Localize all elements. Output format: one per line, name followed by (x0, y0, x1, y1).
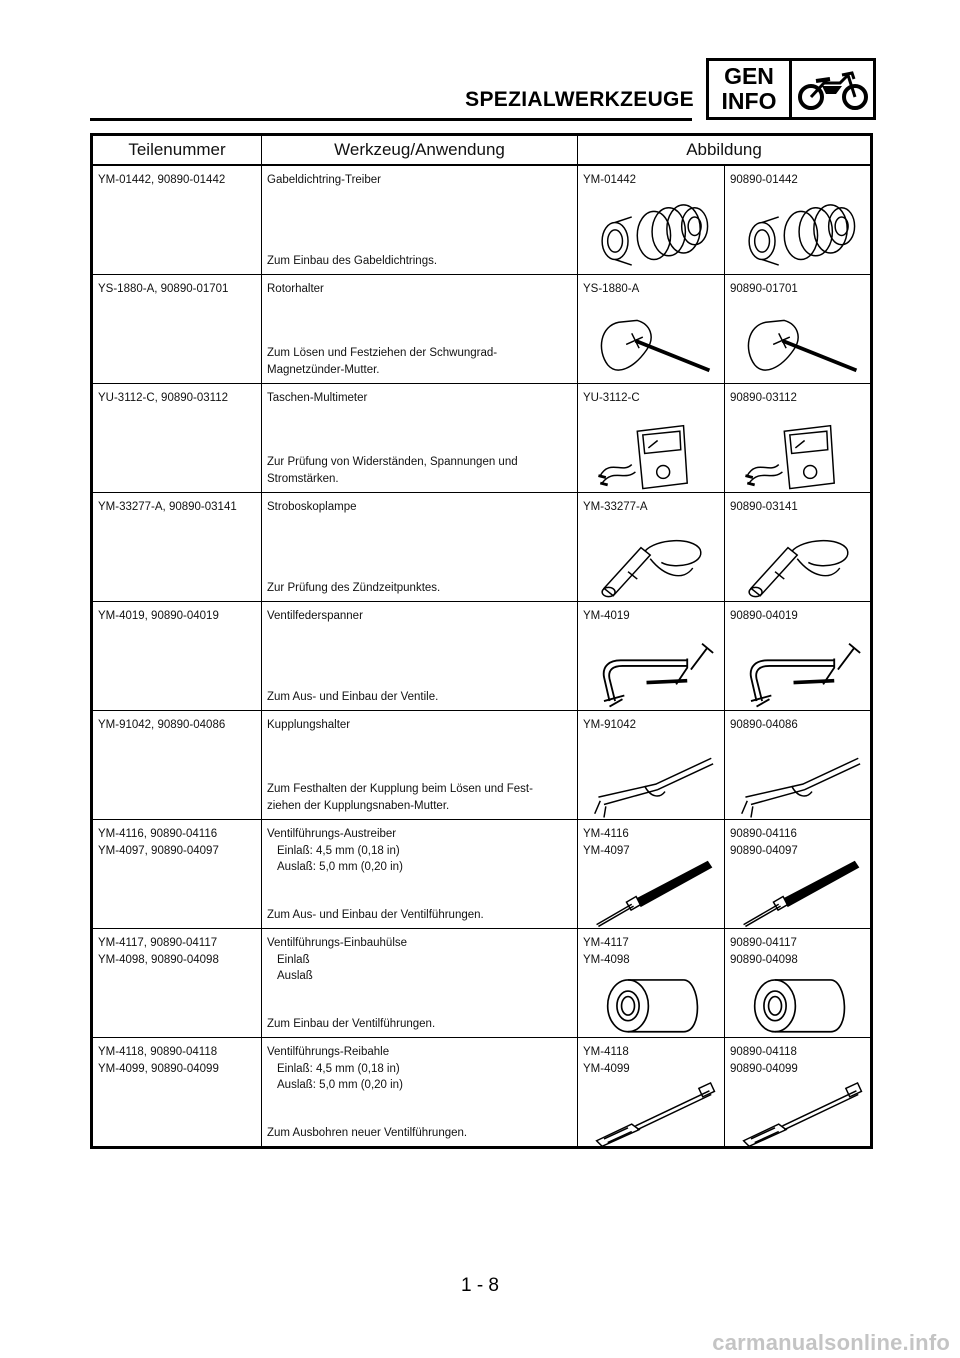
tool-code-right: 90890-04116 (730, 828, 797, 840)
part-number: YS-1880-A, 90890-01701 (98, 283, 229, 295)
tool-usage (267, 1125, 573, 1142)
illustration-cell (578, 820, 872, 929)
table-row (92, 493, 872, 602)
part-number: YM-4098, 90890-04098 (98, 953, 219, 966)
tool-description-cell (262, 711, 578, 820)
part-number: YU-3112-C, 90890-03112 (98, 392, 228, 404)
tool-spec: Einlaß (277, 953, 310, 966)
timing-light-icon (733, 531, 867, 605)
valve-guide-remover-icon (586, 858, 720, 932)
table-row (92, 1038, 872, 1148)
section-title: SPEZIALWERKZEUGE (465, 88, 694, 111)
tool-name: Rotorhalter (267, 283, 324, 295)
tool-code-right: 90890-04098 (730, 953, 798, 966)
part-number-cell (92, 165, 262, 275)
table-row (92, 275, 872, 384)
part-number-cell (92, 820, 262, 929)
tool-code-left: YM-91042 (583, 719, 637, 731)
badge-line-2: INFO (721, 88, 777, 114)
multimeter-icon (733, 422, 867, 496)
tool-code-left: YM-4117 (583, 937, 629, 949)
illustration-yamaha (578, 929, 725, 1037)
illustration-yamaha (578, 820, 725, 928)
part-number: YM-4117, 90890-04117 (98, 937, 218, 949)
illustration-90890 (725, 493, 870, 601)
column-header-tool-use: Werkzeug/Anwendung (262, 135, 578, 166)
tool-name: Stroboskoplampe (267, 501, 357, 513)
tool-code-left: YM-4097 (583, 844, 630, 857)
tool-spec: Auslaß: 5,0 mm (0,20 in) (277, 1079, 403, 1091)
tool-name: Ventilführungs-Austreiber (267, 828, 397, 840)
valve-guide-reamer-icon (586, 1076, 720, 1150)
table-row (92, 602, 872, 711)
tool-code-left: YM-4098 (583, 953, 630, 966)
illustration-90890 (725, 166, 870, 274)
part-number: YM-33277-A, 90890-03141 (98, 501, 237, 513)
header-rule (90, 118, 692, 121)
part-number: YM-4097, 90890-04097 (98, 844, 219, 857)
tool-code-left: YM-4118 (583, 1046, 629, 1058)
tool-code-right: 90890-04118 (730, 1046, 797, 1058)
tool-description-cell (262, 275, 578, 384)
valve-spring-compressor-icon (586, 640, 720, 714)
table-row (92, 165, 872, 275)
valve-guide-installer-icon (733, 967, 867, 1041)
illustration-cell (578, 602, 872, 711)
page-header (90, 58, 870, 122)
tool-usage-line: Zum Festhalten der Kupplung beim Lösen und Fest- (267, 783, 533, 795)
part-number-cell (92, 1038, 262, 1148)
illustration-yamaha (578, 711, 725, 819)
part-number-cell (92, 493, 262, 602)
badge-line-1: GEN (724, 63, 774, 89)
tool-usage-line: Zur Prüfung von Widerständen, Spannungen und (267, 456, 518, 468)
tool-usage-line: Stromstärken. (267, 472, 339, 485)
tool-name: Ventilführungs-Einbauhülse (267, 937, 408, 949)
illustration-yamaha (578, 602, 725, 710)
illustration-90890 (725, 1038, 870, 1146)
tool-description-cell (262, 929, 578, 1038)
part-number-cell (92, 929, 262, 1038)
tool-name: Taschen-Multimeter (267, 392, 368, 404)
motorcycle-icon (796, 67, 870, 111)
illustration-cell (578, 493, 872, 602)
badge-icon-wrap (792, 61, 873, 117)
tool-spec: Auslaß: 5,0 mm (0,20 in) (277, 861, 403, 873)
tool-spec: Auslaß (277, 970, 313, 982)
illustration-cell (578, 275, 872, 384)
tool-usage (267, 689, 573, 706)
tool-usage (267, 1016, 573, 1033)
part-number: YM-01442, 90890-01442 (98, 174, 226, 186)
tool-code-left: YM-4116 (583, 828, 629, 840)
illustration-90890 (725, 384, 870, 492)
fork-seal-driver-icon (733, 204, 867, 278)
part-number-cell (92, 711, 262, 820)
illustration-90890 (725, 275, 870, 383)
watermark: carmanualsonline.info (712, 1330, 950, 1355)
tool-usage-line: ziehen der Kupplungsnaben-Mutter. (267, 799, 450, 812)
illustration-90890 (725, 929, 870, 1037)
tool-usage (267, 253, 573, 270)
tool-code-right: 90890-04086 (730, 719, 798, 731)
tool-code-right: 90890-01442 (730, 174, 798, 186)
illustration-yamaha (578, 166, 725, 274)
table-row (92, 820, 872, 929)
clutch-holder-icon (586, 749, 720, 823)
tool-code-left: YM-33277-A (583, 501, 648, 513)
column-header-part-number: Teilenummer (92, 135, 262, 166)
tool-code-right: 90890-04117 (730, 937, 797, 949)
valve-guide-remover-icon (733, 858, 867, 932)
table-row (92, 711, 872, 820)
tool-spec: Einlaß: 4,5 mm (0,18 in) (277, 1062, 400, 1075)
tool-code-right: 90890-04097 (730, 844, 798, 857)
tool-description-cell (262, 384, 578, 493)
tool-spec: Einlaß: 4,5 mm (0,18 in) (277, 844, 400, 857)
illustration-yamaha (578, 384, 725, 492)
tool-code-right: 90890-04099 (730, 1062, 798, 1075)
tool-code-right: 90890-03141 (730, 501, 798, 513)
gen-info-badge (706, 58, 876, 120)
tool-usage (267, 580, 573, 597)
table-header-row (92, 135, 872, 166)
part-number-cell (92, 602, 262, 711)
illustration-yamaha (578, 1038, 725, 1146)
tool-usage (267, 345, 573, 378)
illustration-cell (578, 1038, 872, 1148)
tool-name: Gabeldichtring-Treiber (267, 174, 381, 186)
tool-usage (267, 781, 573, 814)
fork-seal-driver-icon (586, 204, 720, 278)
tool-code-left: YU-3112-C (583, 392, 640, 404)
illustration-cell (578, 384, 872, 493)
tool-usage-line: Zum Einbau der Ventilführungen. (267, 1017, 436, 1030)
page-number: 1 - 8 (460, 1275, 500, 1296)
gen-info-text (709, 61, 792, 117)
tool-usage-line: Magnetzünder-Mutter. (267, 363, 380, 376)
valve-guide-installer-icon (586, 967, 720, 1041)
tool-code-right: 90890-03112 (730, 392, 797, 404)
tool-description-cell (262, 165, 578, 275)
table-body (92, 165, 872, 1148)
column-header-illustration: Abbildung (578, 135, 872, 166)
part-number: YM-4099, 90890-04099 (98, 1062, 219, 1075)
part-number-cell (92, 275, 262, 384)
tool-name: Ventilführungs-Reibahle (267, 1046, 390, 1058)
tool-usage-line: Zur Prüfung des Zündzeitpunktes. (267, 581, 441, 594)
clutch-holder-icon (733, 749, 867, 823)
timing-light-icon (586, 531, 720, 605)
tool-usage (267, 454, 573, 487)
tool-description-cell (262, 820, 578, 929)
tool-name: Kupplungshalter (267, 719, 351, 731)
rotor-holder-icon (733, 313, 867, 387)
table-row (92, 929, 872, 1038)
illustration-90890 (725, 711, 870, 819)
tool-code-left: YS-1880-A (583, 283, 640, 295)
illustration-cell (578, 711, 872, 820)
tool-usage-line: Zum Aus- und Einbau der Ventilführungen. (267, 908, 484, 921)
illustration-yamaha (578, 275, 725, 383)
part-number: YM-4019, 90890-04019 (98, 610, 219, 622)
tool-description-cell (262, 602, 578, 711)
valve-guide-reamer-icon (733, 1076, 867, 1150)
part-number: YM-91042, 90890-04086 (98, 719, 226, 731)
tool-code-right: 90890-01701 (730, 283, 798, 295)
illustration-90890 (725, 820, 870, 928)
valve-spring-compressor-icon (733, 640, 867, 714)
rotor-holder-icon (586, 313, 720, 387)
tool-description-cell (262, 493, 578, 602)
tool-code-right: 90890-04019 (730, 610, 798, 622)
tool-code-left: YM-4019 (583, 610, 630, 622)
tool-code-left: YM-01442 (583, 174, 637, 186)
part-number: YM-4116, 90890-04116 (98, 828, 218, 840)
tool-usage-line: Zum Ausbohren neuer Ventilführungen. (267, 1126, 468, 1139)
tool-description-cell (262, 1038, 578, 1148)
tool-usage-line: Zum Lösen und Festziehen der Schwungrad- (267, 347, 498, 359)
illustration-yamaha (578, 493, 725, 601)
tool-usage (267, 907, 573, 924)
tool-name: Ventilfederspanner (267, 610, 363, 622)
part-number: YM-4118, 90890-04118 (98, 1046, 218, 1058)
tool-usage-line: Zum Einbau des Gabeldichtrings. (267, 254, 438, 267)
part-number-cell (92, 384, 262, 493)
multimeter-icon (586, 422, 720, 496)
illustration-cell (578, 165, 872, 275)
table-row (92, 384, 872, 493)
illustration-90890 (725, 602, 870, 710)
tool-code-left: YM-4099 (583, 1062, 630, 1075)
illustration-cell (578, 929, 872, 1038)
tool-usage-line: Zum Aus- und Einbau der Ventile. (267, 690, 439, 703)
special-tools-table (90, 133, 873, 1149)
